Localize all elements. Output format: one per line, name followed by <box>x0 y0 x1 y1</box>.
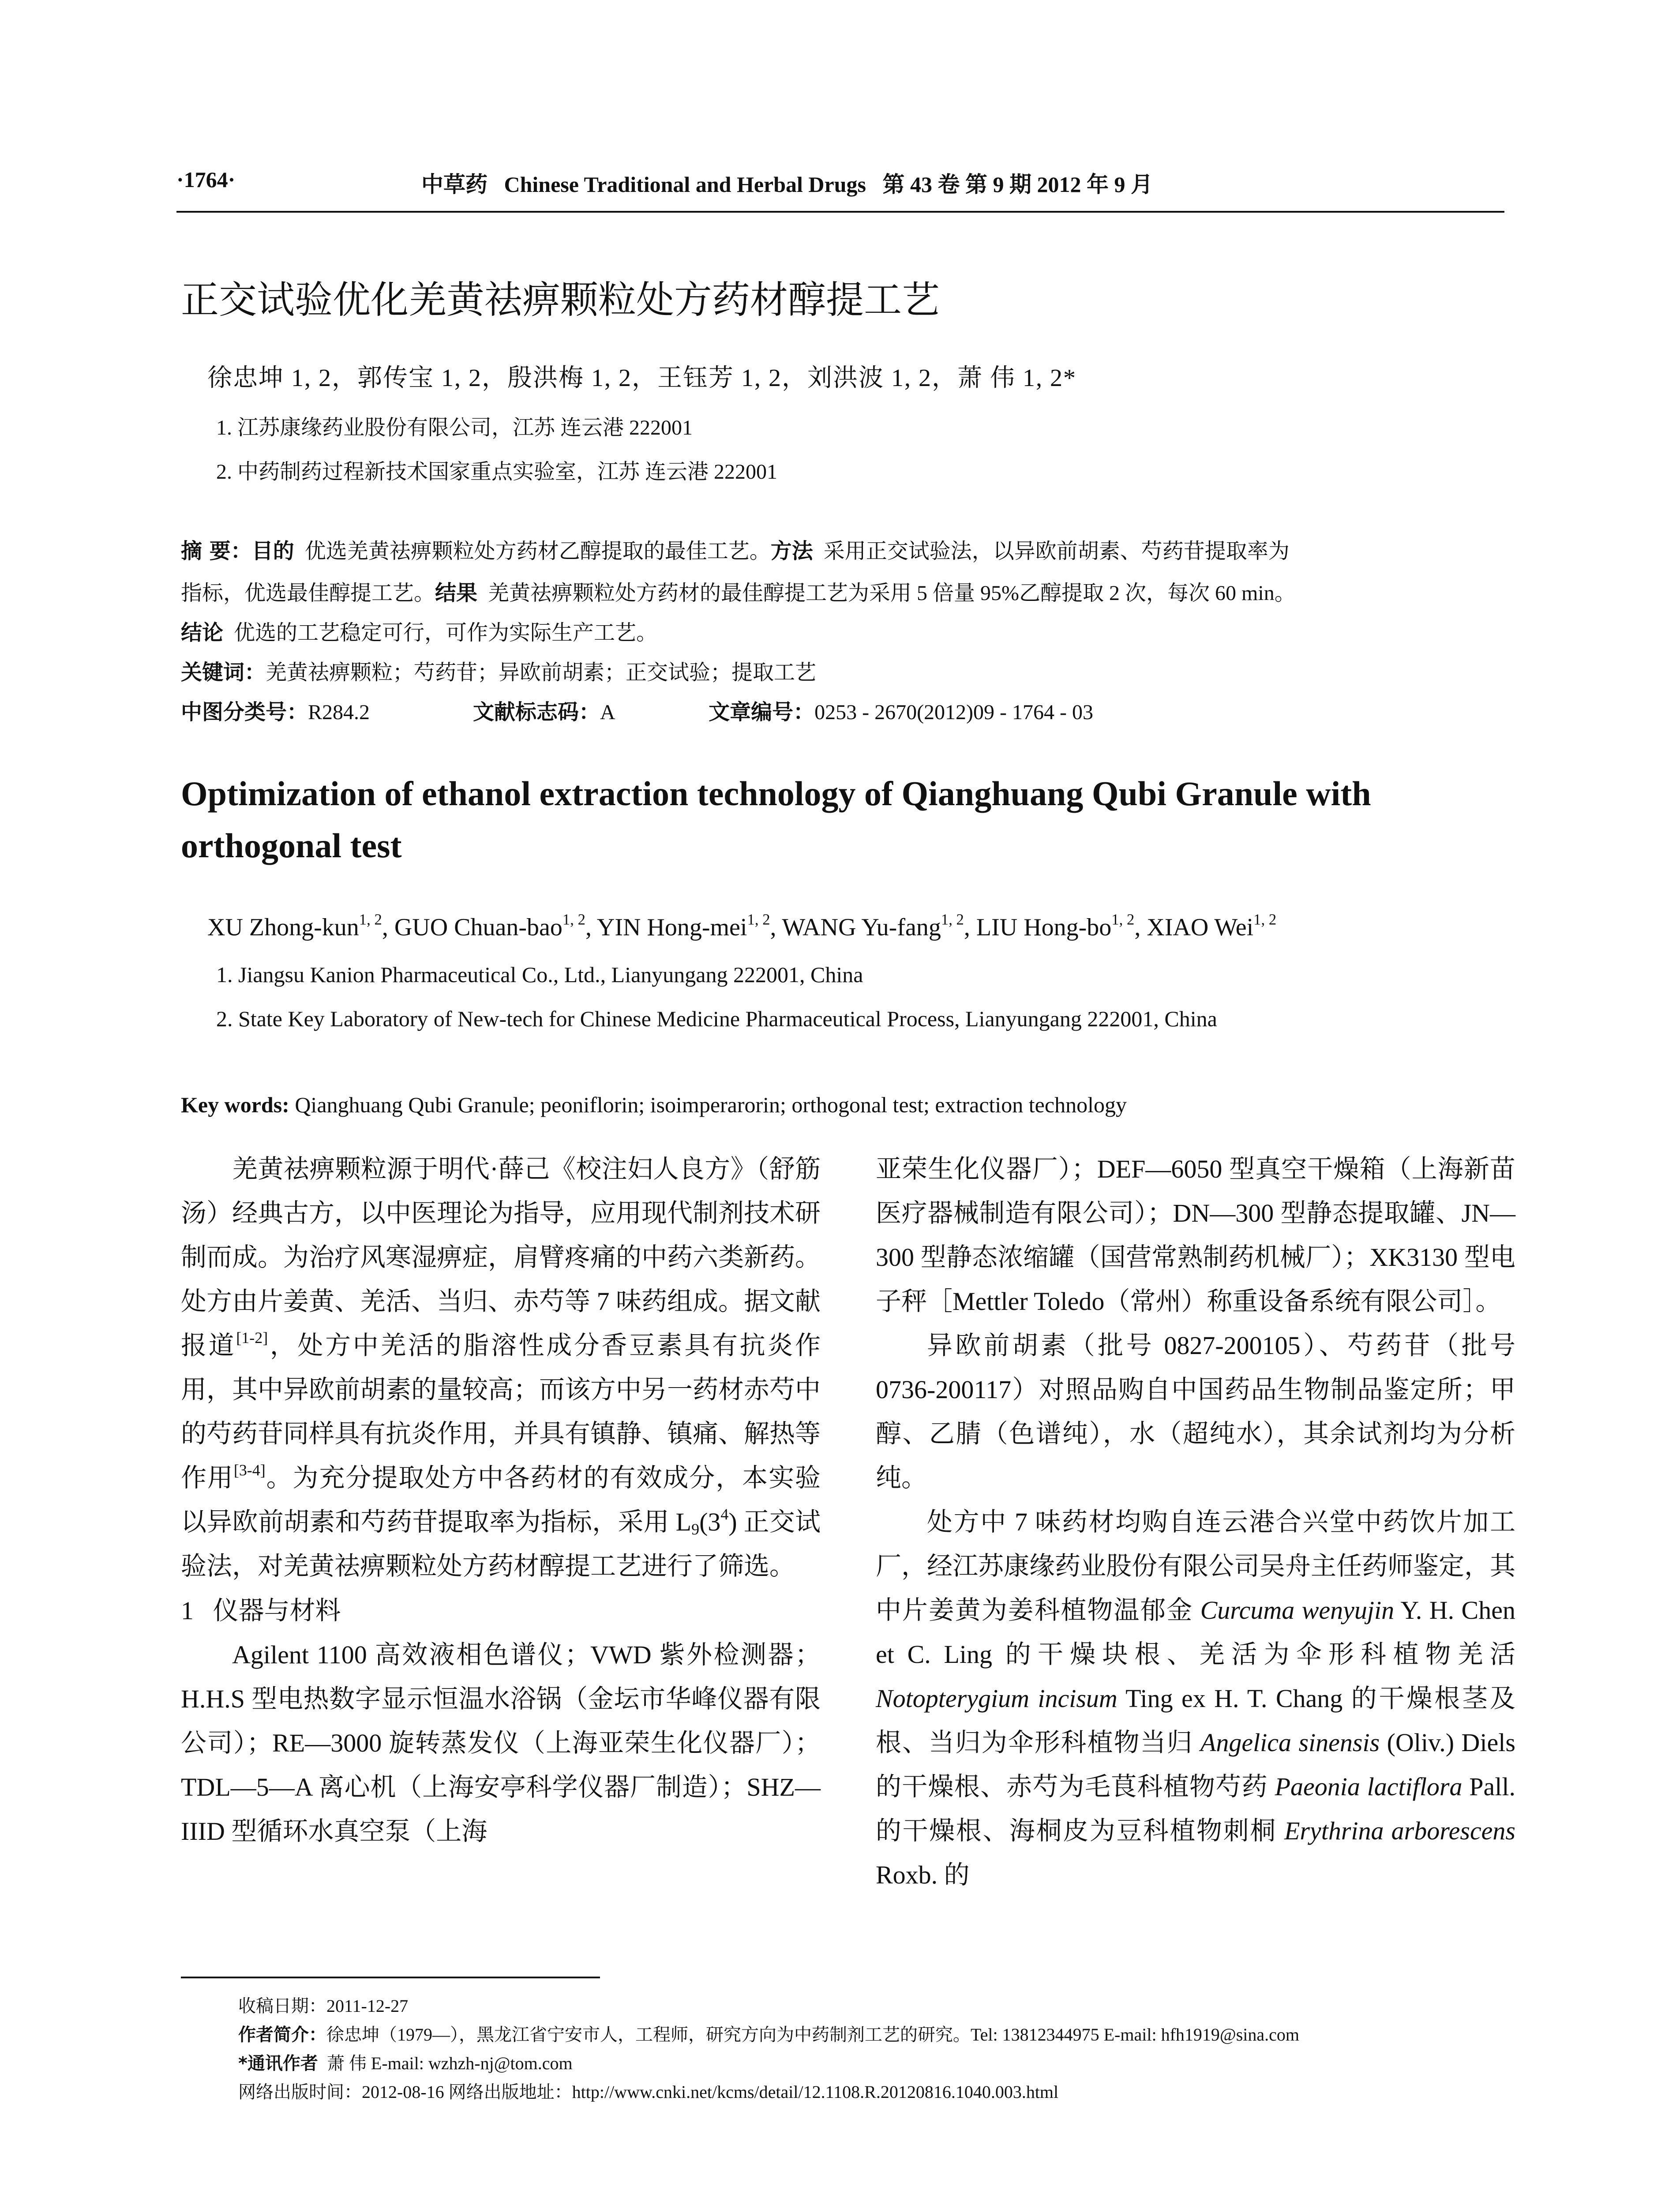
instruments-paragraph: Agilent 1100 高效液相色谱仪；VWD 紫外检测器；H.H.S 型电热数字显示恒温水浴锅（金坛市华峰仪器有限公司）；RE—3000 旋转蒸发仪（上海亚荣生化仪器厂）；TDL—5—A 离心机（上海安亭科学仪器厂制造）；SHZ—IIID 型循环水真空泵（上海 <box>181 1640 821 1846</box>
footnote-online: 网络出版时间：2012-08-16 网络出版地址：http://www.cnki.net/kcms/detail/12.1108.R.20120816.1040.003.html <box>238 2082 1059 2102</box>
affiliation-cn-1: 1. 江苏康缘药业股份有限公司，江苏 连云港 222001 <box>216 416 693 439</box>
clc-label: 中图分类号： <box>181 700 308 724</box>
page-number: ·1764· <box>176 167 236 192</box>
body-column-right <box>876 1147 1515 1897</box>
objective-label: 目的 <box>251 539 294 563</box>
footnote-received: 收稿日期：2011-12-27 <box>238 1996 409 2016</box>
materials-paragraph: 处方中 7 味药材均购自连云港合兴堂中药饮片加工厂，经江苏康缘药业股份有限公司吴舟主任药师鉴定，其中片姜黄为姜科植物温郁金 Curcuma wenyujin Y. H. Chen et C. Ling 的干燥块根、羌活为伞形科植物羌活 Notopterygium incisum Ting ex H. T. Chang 的干燥根茎及根、当归为伞形科植物当归 Angelica sinensis (Oliv.) Diels 的干燥根、赤芍为毛茛科植物芍药 Paeonia lactiflora Pall. 的干燥根、海桐皮为豆科植物刺桐 Erythrina arborescens Roxb. 的 <box>876 1508 1516 1889</box>
journal-issue: 第 43 卷 第 9 期 2012 年 9 月 <box>882 172 1153 197</box>
footnote-bio-text: 徐忠坤（1979—），黑龙江省宁安市人，工程师，研究方向为中药制剂工艺的研究。Tel: 13812344975 E-mail: hfh1919@sina.com <box>326 2025 1300 2045</box>
article-title-cn: 正交试验优化羌黄祛痹颗粒处方药材醇提工艺 <box>181 278 940 322</box>
footnote-correspondence <box>238 2049 573 2075</box>
keywords-en-label: Key words: <box>181 1092 289 1117</box>
journal-name-cn: 中草药 <box>421 171 488 197</box>
footnote-rule <box>181 1977 600 1978</box>
objective-text: 优选羌黄祛痹颗粒处方药材乙醇提取的最佳工艺。 <box>304 540 771 563</box>
article-number-value: 0253 - 2670(2012)09 - 1764 - 03 <box>814 701 1093 724</box>
method-text: 采用正交试验法，以异欧前胡素、芍药苷提取率为 <box>823 540 1290 563</box>
reagents-paragraph: 异欧前胡素（批号 0827-200105）、芍药苷（批号 0736-200117）对照品购自中国药品生物制品鉴定所；甲醇、乙腈（色谱纯），水（超纯水），其余试剂均为分析纯。 <box>876 1331 1515 1492</box>
footnote-author-bio <box>238 2021 1299 2046</box>
result-text: 羌黄祛痹颗粒处方药材的最佳醇提工艺为采用 5 倍量 95%乙醇提取 2 次，每次 60 min。 <box>488 582 1296 605</box>
article-title-en: Optimization of ethanol extraction technology of Qianghuang Qubi Granule with orthogonal test <box>181 774 1371 865</box>
abstract-cn-line-2 <box>181 576 1296 606</box>
abstract-cn-line-1 <box>181 534 1290 564</box>
result-label: 结果 <box>435 581 478 605</box>
authors-en: XU Zhong-kun$^{1, 2}$, GUO Chuan-bao$^{1, 2}$, YIN Hong-mei$^{1, 2}$, WANG Yu-fang$^{1, 2}$, LIU Hong-bo$^{1, 2}$, XIAO Wei$^{1, 2}$ <box>207 911 1277 941</box>
conclusion-label: 结论 <box>181 620 224 645</box>
classification-line <box>181 695 1093 725</box>
method-label: 方法 <box>770 539 813 563</box>
journal-name-en: Chinese Traditional and Herbal Drugs <box>504 172 866 197</box>
intro-paragraph: 羌黄祛痹颗粒源于明代·薛己《校注妇人良方》（舒筋汤）经典古方，以中医理论为指导，应用现代制剂技术研制而成。为治疗风寒湿痹症，肩臂疼痛的中药六类新药。处方由片姜黄、羌活、当归、赤芍等 7 味药组成。据文献报道[1-2]，处方中羌活的脂溶性成分香豆素具有抗炎作用，其中异欧前胡素的量较高；而该方中另一药材赤芍中的芍药苷同样具有抗炎作用，并具有镇静、镇痛、解热等作用[3-4]。为充分提取处方中各药材的有效成分，本实验以异欧前胡素和芍药苷提取率为指标，采用 $L_9(3^4)$ 正交试验法，对羌黄祛痹颗粒处方药材醇提工艺进行了筛选。 <box>181 1155 821 1580</box>
keywords-cn-label: 关键词： <box>181 660 266 685</box>
doc-code-value: A <box>600 701 615 724</box>
footnote-corr-label: *通讯作者 <box>238 2053 318 2074</box>
running-header <box>176 167 1504 202</box>
footnote-corr-text: 萧 伟 E-mail: wzhzh-nj@tom.com <box>326 2053 573 2073</box>
clc-value: R284.2 <box>308 701 370 724</box>
keywords-en-text: Qianghuang Qubi Granule; peoniflorin; isoimperarorin; orthogonal test; extraction technology <box>295 1092 1127 1117</box>
doc-code-label: 文献标志码： <box>473 700 600 724</box>
body-column-left <box>181 1147 821 1853</box>
affiliation-en-2: 2. State Key Laboratory of New-tech for Chinese Medicine Pharmaceutical Process, Lianyungang 222001, China <box>216 1006 1217 1031</box>
section-1-heading <box>181 1588 821 1633</box>
method-text-cont: 指标，优选最佳醇提工艺。 <box>181 582 435 605</box>
abstract-cn-line-3 <box>181 615 657 646</box>
keywords-en <box>181 1092 1127 1118</box>
section-1-title: 仪器与材料 <box>213 1595 341 1625</box>
header-rule <box>176 211 1504 213</box>
keywords-cn-text: 羌黄祛痹颗粒；芍药苷；异欧前胡素；正交试验；提取工艺 <box>266 661 817 684</box>
conclusion-text: 优选的工艺稳定可行，可作为实际生产工艺。 <box>234 621 658 645</box>
section-1-number: 1 <box>181 1596 194 1625</box>
journal-name <box>421 167 1153 199</box>
affiliation-en-1: 1. Jiangsu Kanion Pharmaceutical Co., Ltd., Lianyungang 222001, China <box>216 962 863 987</box>
abstract-label: 摘 要： <box>181 539 252 563</box>
affiliation-cn-2: 2. 中药制药过程新技术国家重点实验室，江苏 连云港 222001 <box>216 460 778 484</box>
footnote-bio-label: 作者简介： <box>238 2025 326 2045</box>
authors-cn: 徐忠坤 1, 2，郭传宝 1, 2，殷洪梅 1, 2，王钰芳 1, 2，刘洪波 1, 2，萧 伟 1, 2* <box>207 364 1076 392</box>
article-number-label: 文章编号： <box>709 700 815 724</box>
keywords-cn <box>181 655 816 686</box>
instruments-paragraph-cont: 亚荣生化仪器厂）；DEF—6050 型真空干燥箱（上海新苗医疗器械制造有限公司）；DN—300 型静态提取罐、JN—300 型静态浓缩罐（国营常熟制药机械厂）；XK3130 型电子秤［Mettler Toledo（常州）称重设备系统有限公司］。 <box>876 1155 1515 1316</box>
